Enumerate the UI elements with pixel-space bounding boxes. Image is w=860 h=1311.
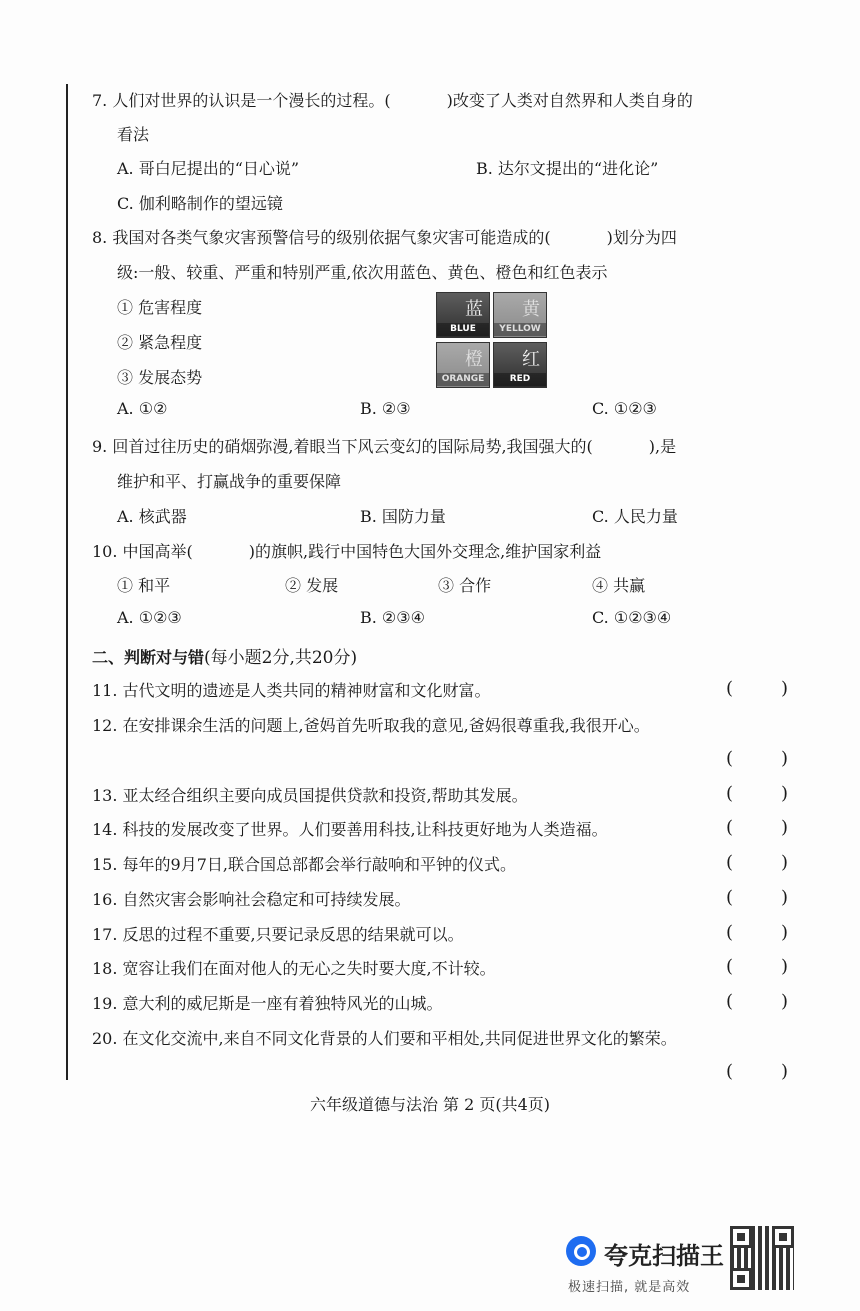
section2-title: 二、判断对与错 [92, 648, 205, 667]
warning-signal-orange [436, 342, 490, 388]
paren-close: ) [781, 748, 789, 769]
paren-close: ) [781, 852, 789, 873]
paren-close: ) [781, 678, 789, 699]
q10-option-b: B. ②③④ [360, 608, 425, 627]
answer-paren-14[interactable] [726, 817, 788, 838]
paren-open: ( [726, 887, 734, 908]
tf-item-18: 18. 宽容让我们在面对他人的无心之失时要大度,不计较。 [92, 959, 496, 978]
q8-stem-part2: )划分为四 [606, 228, 677, 247]
q8-item-3: ③ 发展态势 [117, 368, 203, 387]
section2-heading [92, 643, 357, 668]
qr-finder [730, 1268, 752, 1290]
q9-option-b: B. 国防力量 [360, 507, 446, 526]
q9-stem-part2: ),是 [648, 437, 677, 456]
binding-margin-line [66, 84, 68, 1080]
qr-finder [772, 1226, 794, 1248]
paren-close: ) [781, 1061, 789, 1082]
q9-stem-line2: 维护和平、打赢战争的重要保障 [117, 472, 342, 491]
answer-paren-19[interactable] [726, 991, 788, 1012]
paren-close: ) [781, 991, 789, 1012]
paren-open: ( [726, 817, 734, 838]
q10-item-2: ② 发展 [285, 576, 339, 595]
q7-option-c: C. 伽利略制作的望远镜 [117, 194, 283, 213]
q8-stem-part1: 8. 我国对各类气象灾害预警信号的级别依据气象灾害可能造成的( [92, 228, 551, 247]
signal-red-zh: 红 [522, 349, 540, 370]
signal-yellow-zh: 黄 [522, 299, 540, 320]
answer-paren-16[interactable] [726, 887, 788, 908]
paren-open: ( [726, 956, 734, 977]
warning-signal-blue [436, 292, 490, 338]
q10-item-4: ④ 共赢 [592, 576, 646, 595]
q7-option-b: B. 达尔文提出的“进化论” [476, 159, 659, 178]
signal-yellow-en: YELLOW [494, 323, 546, 336]
quark-logo-icon [566, 1236, 596, 1266]
q9-stem-line1 [92, 434, 676, 457]
q8-stem-line1 [92, 225, 677, 248]
brand-name: 夸克扫描王 [604, 1242, 724, 1270]
q7-stem-part1: 7. 人们对世界的认识是一个漫长的过程。( [92, 91, 391, 110]
q9-option-c: C. 人民力量 [592, 507, 678, 526]
paren-close: ) [781, 887, 789, 908]
tf-item-13: 13. 亚太经合组织主要向成员国提供贷款和投资,帮助其发展。 [92, 786, 528, 805]
tf-item-19: 19. 意大利的威尼斯是一座有着独特风光的山城。 [92, 994, 443, 1013]
paren-close: ) [781, 922, 789, 943]
page-footer: 六年级道德与法治 第 2 页(共4页) [309, 1095, 551, 1114]
q10-option-c: C. ①②③④ [592, 608, 672, 627]
answer-paren-17[interactable] [726, 922, 788, 943]
paren-close: ) [781, 783, 789, 804]
q10-item-3: ③ 合作 [438, 576, 492, 595]
tf-item-20: 20. 在文化交流中,来自不同文化背景的人们要和平相处,共同促进世界文化的繁荣。 [92, 1029, 677, 1048]
signal-orange-en: ORANGE [437, 373, 489, 386]
tf-item-14: 14. 科技的发展改变了世界。人们要善用科技,让科技更好地为人类造福。 [92, 820, 608, 839]
q8-option-b: B. ②③ [360, 399, 411, 418]
q7-stem-line2: 看法 [117, 125, 150, 144]
answer-paren-12[interactable] [726, 748, 788, 769]
weather-warning-signals [436, 292, 548, 388]
paren-close: ) [781, 956, 789, 977]
q10-option-a: A. ①②③ [117, 608, 182, 627]
answer-paren-15[interactable] [726, 852, 788, 873]
q10-stem-line1 [92, 539, 601, 562]
q8-option-a: A. ①② [117, 399, 168, 418]
tf-item-15: 15. 每年的9月7日,联合国总部都会举行敲响和平钟的仪式。 [92, 855, 516, 874]
qr-code-icon [730, 1226, 794, 1290]
q10-item-1: ① 和平 [117, 576, 171, 595]
qr-finder [730, 1226, 752, 1248]
paren-open: ( [726, 922, 734, 943]
q7-stem-line1 [92, 88, 693, 111]
paren-open: ( [726, 852, 734, 873]
tf-item-11: 11. 古代文明的遗迹是人类共同的精神财富和文化财富。 [92, 681, 491, 700]
section2-note: (每小题2分,共20分) [204, 648, 358, 668]
answer-paren-13[interactable] [726, 783, 788, 804]
warning-signal-red [493, 342, 547, 388]
paren-open: ( [726, 783, 734, 804]
paren-open: ( [726, 678, 734, 699]
q10-stem-part2: )的旗帜,践行中国特色大国外交理念,维护国家利益 [248, 542, 602, 561]
paren-open: ( [726, 991, 734, 1012]
signal-blue-en: BLUE [437, 323, 489, 336]
paren-open: ( [726, 748, 734, 769]
q8-item-1: ① 危害程度 [117, 298, 203, 317]
signal-red-en: RED [494, 373, 546, 386]
q7-option-a: A. 哥白尼提出的“日心说” [117, 159, 300, 178]
tf-item-17: 17. 反思的过程不重要,只要记录反思的结果就可以。 [92, 925, 464, 944]
q8-option-c: C. ①②③ [592, 399, 657, 418]
brand-slogan: 极速扫描, 就是高效 [568, 1280, 691, 1295]
q7-stem-part2: )改变了人类对自然界和人类自身的 [446, 91, 693, 110]
answer-paren-20[interactable] [726, 1061, 788, 1082]
answer-paren-11[interactable] [726, 678, 788, 699]
signal-blue-zh: 蓝 [465, 299, 483, 320]
q9-stem-part1: 9. 回首过往历史的硝烟弥漫,着眼当下风云变幻的国际局势,我国强大的( [92, 437, 593, 456]
answer-paren-18[interactable] [726, 956, 788, 977]
q10-stem-part1: 10. 中国高举( [92, 542, 193, 561]
tf-item-16: 16. 自然灾害会影响社会稳定和可持续发展。 [92, 890, 411, 909]
q8-stem-line2: 级:一般、较重、严重和特别严重,依次用蓝色、黄色、橙色和红色表示 [117, 263, 608, 282]
signal-orange-zh: 橙 [465, 349, 483, 370]
paren-close: ) [781, 817, 789, 838]
warning-signal-yellow [493, 292, 547, 338]
paren-open: ( [726, 1061, 734, 1082]
q8-item-2: ② 紧急程度 [117, 333, 203, 352]
tf-item-12: 12. 在安排课余生活的问题上,爸妈首先听取我的意见,爸妈很尊重我,我很开心。 [92, 716, 650, 735]
q9-option-a: A. 核武器 [117, 507, 187, 526]
